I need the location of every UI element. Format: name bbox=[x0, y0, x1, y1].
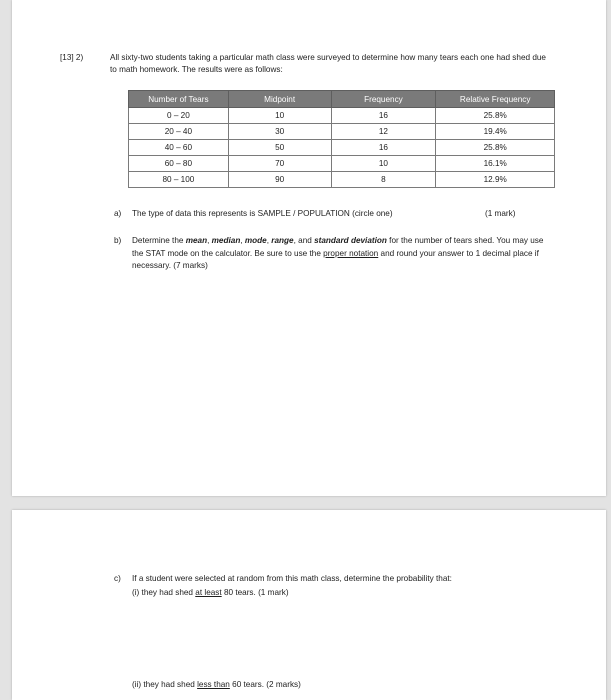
table-row bbox=[129, 124, 555, 140]
table-cell: 30 bbox=[228, 124, 331, 140]
worksheet-page-2 bbox=[12, 510, 606, 700]
table-cell: 16 bbox=[331, 140, 436, 156]
part-b-comma: , bbox=[207, 236, 212, 245]
col-header-frequency: Frequency bbox=[331, 91, 436, 108]
table-cell: 16.1% bbox=[436, 156, 555, 172]
part-b-text-2: , and bbox=[293, 236, 315, 245]
term-range: range bbox=[271, 236, 294, 245]
part-a-text: The type of data this represents is SAMPLE / POPULATION (circle one) bbox=[132, 209, 393, 218]
sub-ii-underlined: less than bbox=[197, 680, 230, 689]
table-cell: 25.8% bbox=[436, 108, 555, 124]
table-cell: 8 bbox=[331, 172, 436, 188]
part-b-text-3: for the number of tears shed. You may use the STAT mode on the calculator. Be sure to use the bbox=[132, 236, 544, 258]
table-header-row bbox=[129, 91, 555, 108]
col-header-tears: Number of Tears bbox=[129, 91, 229, 108]
part-c-label: c) bbox=[114, 574, 121, 583]
part-c-sub-ii bbox=[132, 680, 301, 689]
part-b-text-1: Determine the bbox=[132, 236, 186, 245]
frequency-table bbox=[128, 90, 555, 188]
table-cell: 70 bbox=[228, 156, 331, 172]
table-row bbox=[129, 156, 555, 172]
question-intro: All sixty-two students taking a particular math class were surveyed to determine how many tears each one had shed due to math homework. The results were as follows: bbox=[110, 53, 546, 74]
table-cell: 19.4% bbox=[436, 124, 555, 140]
table-cell: 16 bbox=[331, 108, 436, 124]
part-c-text: If a student were selected at random from this math class, determine the probability that: bbox=[132, 574, 452, 583]
table-cell: 20 – 40 bbox=[129, 124, 229, 140]
table-cell: 60 – 80 bbox=[129, 156, 229, 172]
col-header-relative-frequency: Relative Frequency bbox=[436, 91, 555, 108]
table-row bbox=[129, 172, 555, 188]
table-row bbox=[129, 140, 555, 156]
worksheet-page-1 bbox=[12, 0, 606, 496]
term-median: median bbox=[211, 236, 241, 245]
part-a-label: a) bbox=[114, 209, 122, 218]
table-cell: 80 – 100 bbox=[129, 172, 229, 188]
sub-ii-text-1: (ii) they had shed bbox=[132, 680, 198, 689]
sub-i-underlined: at least bbox=[195, 588, 222, 597]
term-mode: mode bbox=[244, 236, 267, 245]
part-b-text-4: and round your answer to 1 decimal place if necessary. (7 marks) bbox=[132, 248, 539, 270]
sub-i-text-2: 80 tears. (1 mark) bbox=[221, 588, 289, 597]
part-b-comma: , bbox=[240, 236, 245, 245]
table-cell: 90 bbox=[228, 172, 331, 188]
table-cell: 10 bbox=[331, 156, 436, 172]
term-mean: mean bbox=[185, 236, 208, 245]
table-cell: 0 – 20 bbox=[129, 108, 229, 124]
table-cell: 50 bbox=[228, 140, 331, 156]
table-cell: 12 bbox=[331, 124, 436, 140]
part-b-label: b) bbox=[114, 236, 122, 245]
col-header-midpoint: Midpoint bbox=[228, 91, 331, 108]
term-proper-notation: proper notation bbox=[323, 248, 379, 258]
part-a-marks: (1 mark) bbox=[485, 209, 516, 218]
part-b-text bbox=[132, 235, 547, 273]
table-cell: 10 bbox=[228, 108, 331, 124]
part-b-comma: , bbox=[266, 236, 272, 245]
table-row bbox=[129, 108, 555, 124]
sub-i-text-1: (i) they had shed bbox=[132, 588, 196, 597]
question-number: [13] 2) bbox=[60, 53, 84, 62]
table-cell: 25.8% bbox=[436, 140, 555, 156]
term-standard-deviation: standard deviation bbox=[314, 236, 387, 245]
table-cell: 40 – 60 bbox=[129, 140, 229, 156]
part-c-sub-i bbox=[132, 588, 289, 597]
table-cell: 12.9% bbox=[436, 172, 555, 188]
sub-ii-text-2: 60 tears. (2 marks) bbox=[229, 680, 301, 689]
